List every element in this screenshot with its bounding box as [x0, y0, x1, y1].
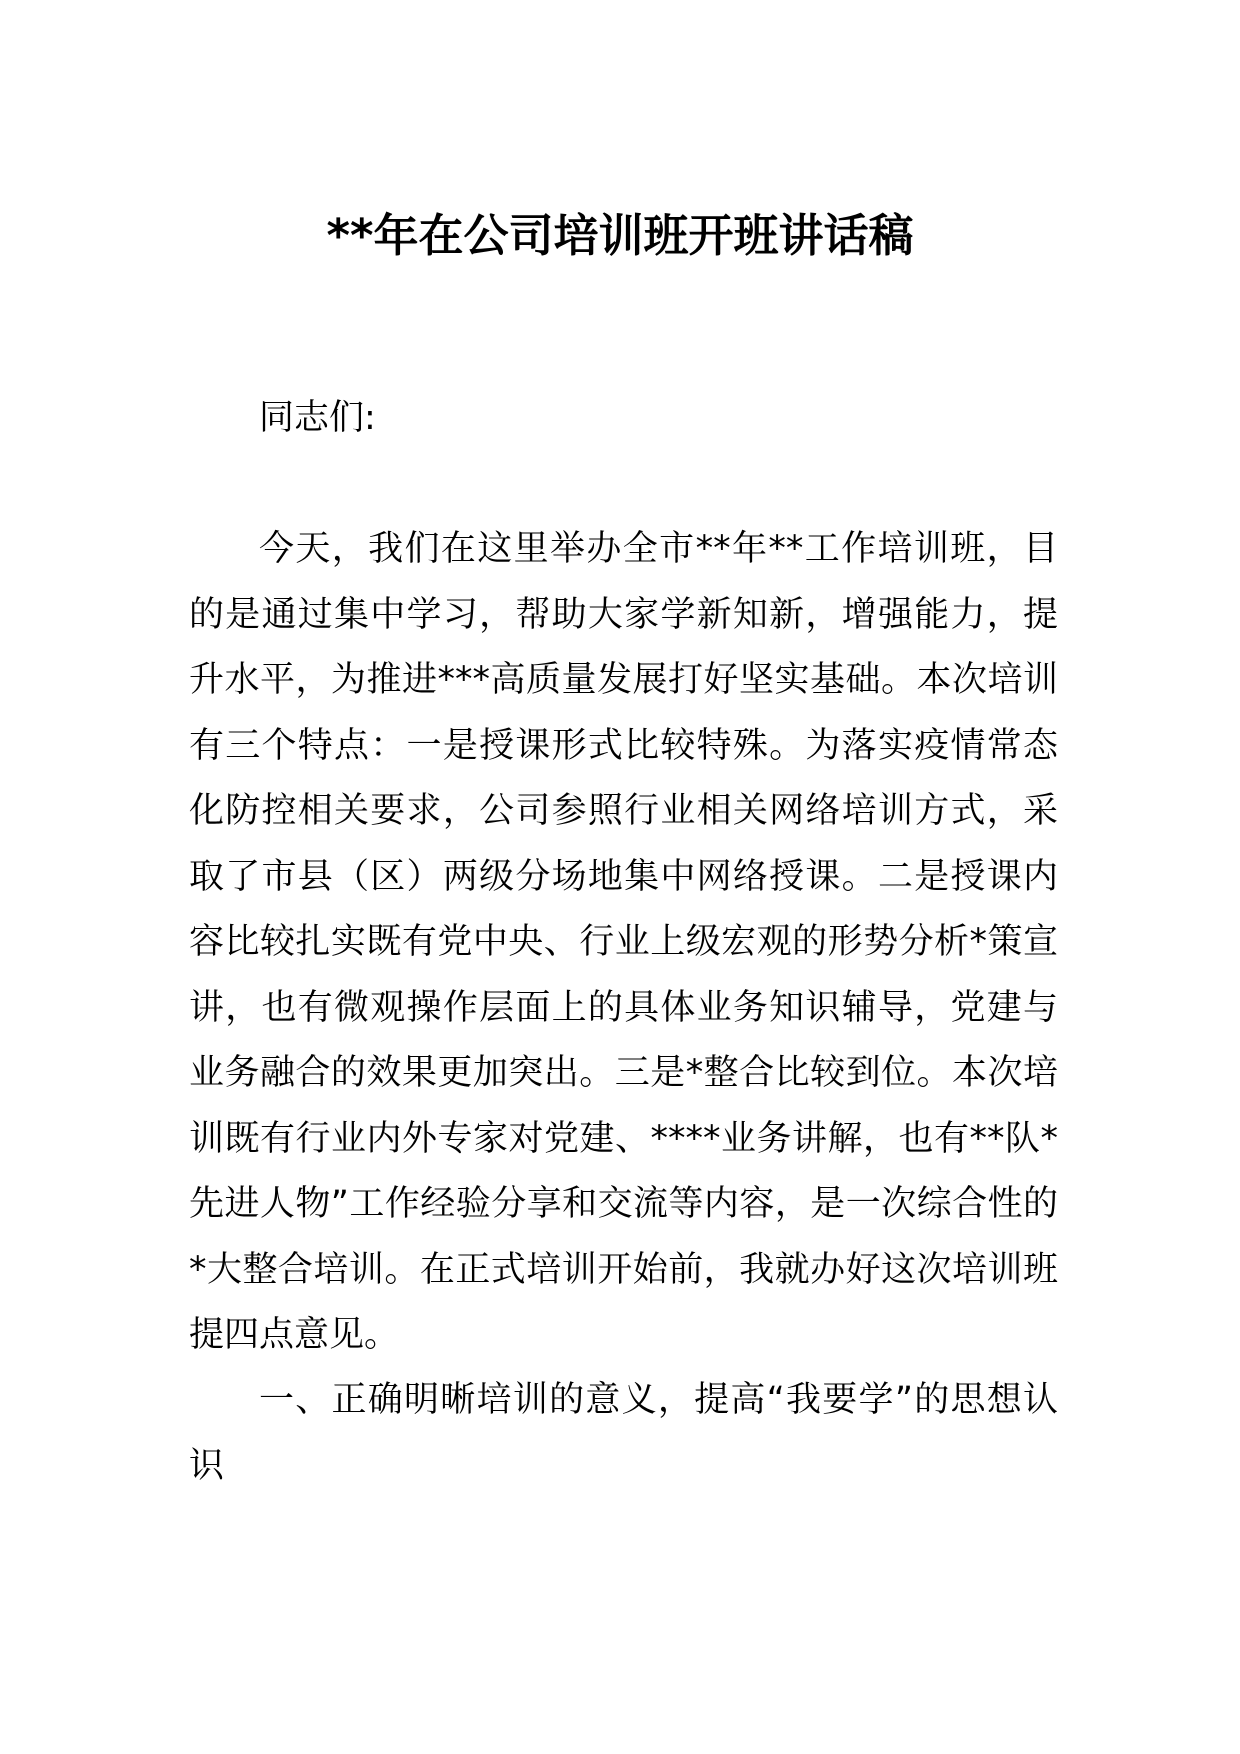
body-paragraph: 今天，我们在这里举办全市**年**工作培训班，目的是通过集中学习，帮助大家学新知新，增强能力，提升水平，为推进***高质量发展打好坚实基础。本次培训有三个特点：一是授课形式比较特殊。为落实疫情常态化防控相关要求，公司参照行业相关网络培训方式，采取了市县（区）两级分场地集中网络授课。二是授课内容比较扎实既有党中央、行业上级宏观的形势分析*策宣讲，也有微观操作层面上的具体业务知识辅导，党建与业务融合的效果更加突出。三是*整合比较到位。本次培训既有行业内外专家对党建、****业务讲解，也有**队*先进人物”工作经验分享和交流等内容，是一次综合性的*大整合培训。在正式培训开始前，我就办好这次培训班提四点意见。 — [189, 529, 1058, 1355]
greeting: 同志们: — [259, 398, 376, 438]
section-heading: 一、正确明晰培训的意义，提高“我要学”的思想认识 — [189, 1380, 1058, 1486]
document-title: **年在公司培训班开班讲话稿 — [326, 209, 914, 262]
